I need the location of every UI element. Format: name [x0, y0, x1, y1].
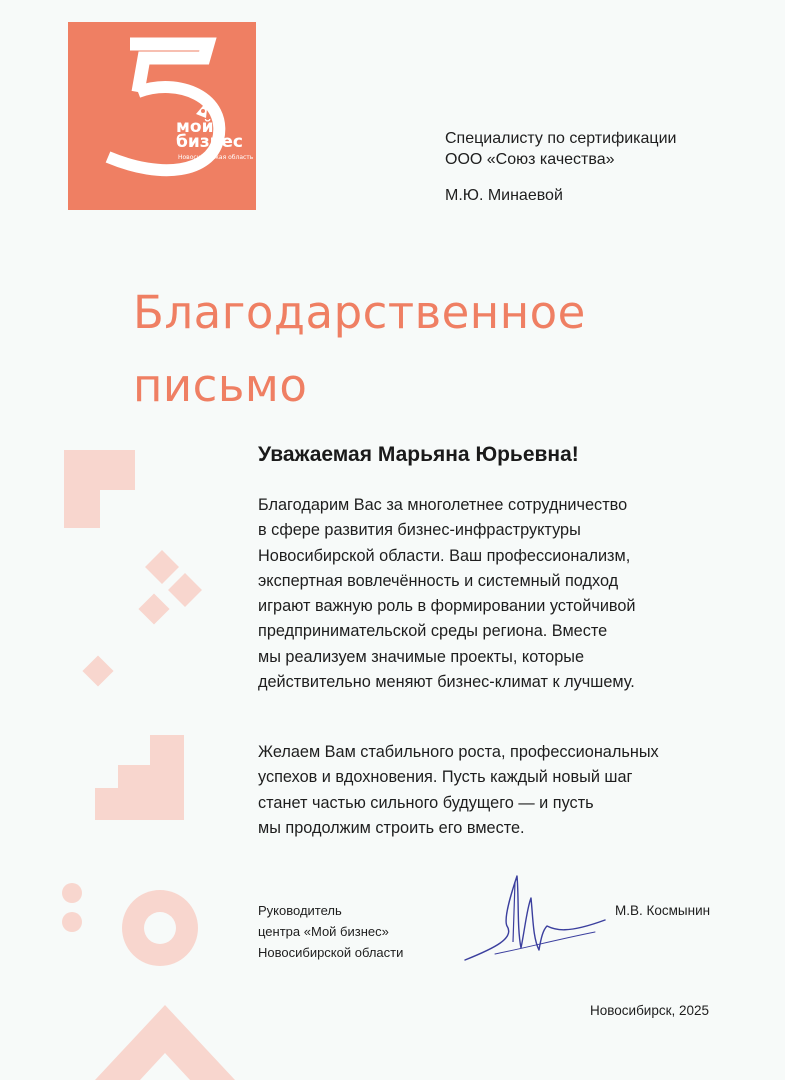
title-line-2: письмо — [133, 359, 308, 412]
circle-shape — [62, 883, 82, 903]
handwritten-signature — [455, 868, 615, 968]
text-line: Желаем Вам стабильного роста, профессиональных — [258, 743, 659, 761]
role-line: Новосибирской области — [258, 945, 404, 960]
text-line: Новосибирской области. Ваш профессионализм, — [258, 546, 631, 565]
stepped-shape-lower — [95, 735, 184, 820]
letter-title — [133, 276, 773, 422]
logo-word-2: бизнес — [176, 132, 244, 152]
diamond-shape — [145, 550, 179, 584]
title-line-1: Благодарственное — [133, 286, 586, 339]
text-line: действительно меняют бизнес-климат к лучшему. — [258, 673, 635, 692]
diamond-shape — [82, 655, 113, 686]
greeting: Уважаемая Марьяна Юрьевна! — [258, 443, 579, 466]
role-line: центра «Мой бизнес» — [258, 924, 389, 939]
paragraph-gratitude — [258, 493, 738, 695]
diamond-shape — [138, 593, 169, 624]
recipient-name: М.Ю. Минаевой — [445, 187, 563, 204]
logo-word-1: мой — [176, 117, 214, 137]
text-line: играют важную роль в формировании устойчивой — [258, 597, 636, 616]
text-line: успехов и вдохновения. Пусть каждый новый шаг — [258, 768, 633, 787]
text-line: станет частью сильного будущего — и пусть — [258, 793, 594, 812]
place-and-date: Новосибирск, 2025 — [590, 1003, 710, 1018]
signer-name: М.В. Космынин — [615, 903, 711, 918]
recipient-company: ООО «Союз качества» — [445, 151, 615, 168]
text-line: Благодарим Вас за многолетнее сотрудничество — [258, 496, 628, 514]
recipient-position: Специалисту по сертификации — [445, 130, 677, 147]
logo-region: Новосибирская область — [178, 154, 254, 161]
circle-shape — [62, 912, 82, 932]
logo-five-icon — [68, 22, 256, 210]
logo — [68, 22, 256, 210]
logo-wordmark — [176, 117, 244, 152]
paragraph-wishes — [258, 740, 738, 841]
text-line: предпринимательской среды региона. Вместе — [258, 622, 608, 641]
role-line: Руководитель — [258, 903, 342, 918]
stepped-shape-upper — [64, 450, 135, 528]
diamond-shape — [168, 573, 202, 607]
recipient-block — [445, 128, 765, 206]
text-line: экспертная вовлечённость и системный подход — [258, 571, 619, 590]
text-line: мы реализуем значимые проекты, которые — [258, 647, 585, 666]
text-line: в сфере развития бизнес-инфраструктуры — [258, 521, 581, 540]
text-line: мы продолжим строить его вместе. — [258, 818, 525, 837]
signer-role — [258, 900, 403, 963]
